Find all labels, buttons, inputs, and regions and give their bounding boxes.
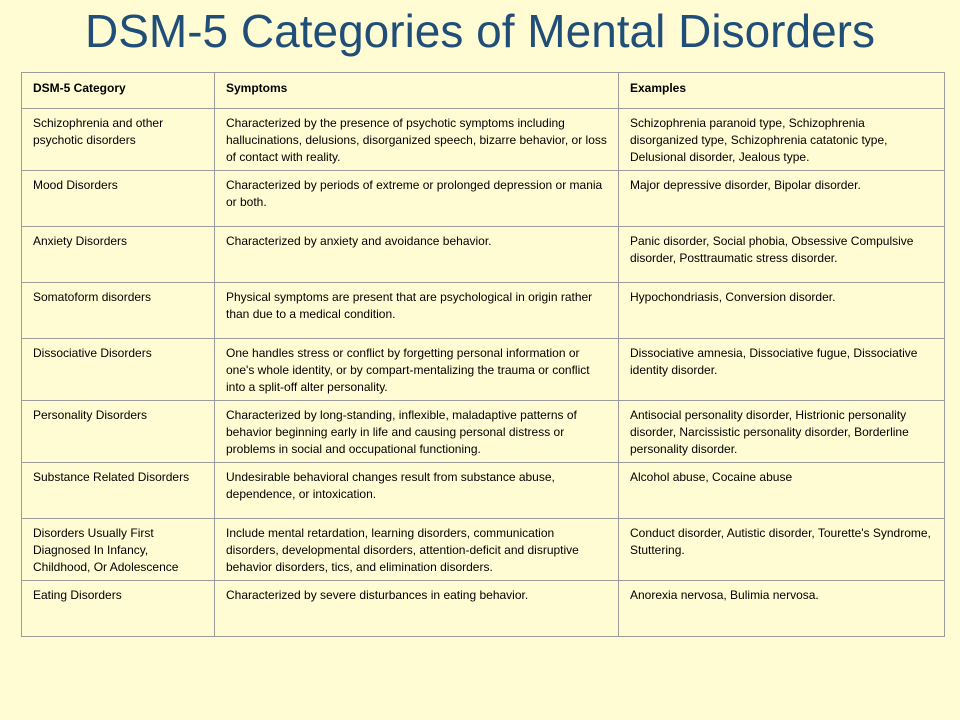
table-row [22,519,945,581]
column-header-category: DSM-5 Category [22,73,215,109]
symptoms-cell: Characterized by severe disturbances in eating behavior. [215,581,619,637]
dsm-categories-table [21,72,945,637]
table-row [22,283,945,339]
symptoms-cell: One handles stress or conflict by forgetting personal information or one's whole identity, or by compart-mentalizing the trauma or conflict into a split-off alter personality. [215,339,619,401]
examples-cell: Major depressive disorder, Bipolar disorder. [619,171,945,227]
category-cell: Somatoform disorders [22,283,215,339]
category-cell: Personality Disorders [22,401,215,463]
category-cell: Schizophrenia and other psychotic disorders [22,109,215,171]
examples-cell: Alcohol abuse, Cocaine abuse [619,463,945,519]
category-cell: Eating Disorders [22,581,215,637]
category-cell: Mood Disorders [22,171,215,227]
category-cell: Anxiety Disorders [22,227,215,283]
table-row [22,171,945,227]
symptoms-cell: Physical symptoms are present that are psychological in origin rather than due to a medical condition. [215,283,619,339]
symptoms-cell: Characterized by anxiety and avoidance behavior. [215,227,619,283]
column-header-examples: Examples [619,73,945,109]
table-row [22,109,945,171]
table-header-row [22,73,945,109]
category-cell: Dissociative Disorders [22,339,215,401]
examples-cell: Schizophrenia paranoid type, Schizophrenia disorganized type, Schizophrenia catatonic type, Delusional disorder, Jealous type. [619,109,945,171]
examples-cell: Anorexia nervosa, Bulimia nervosa. [619,581,945,637]
table-row [22,401,945,463]
column-header-symptoms: Symptoms [215,73,619,109]
symptoms-cell: Characterized by the presence of psychotic symptoms including hallucinations, delusions, disorganized speech, bizarre behavior, or loss of contact with reality. [215,109,619,171]
category-cell: Substance Related Disorders [22,463,215,519]
examples-cell: Panic disorder, Social phobia, Obsessive Compulsive disorder, Posttraumatic stress disorder. [619,227,945,283]
table-row [22,463,945,519]
page-title: DSM-5 Categories of Mental Disorders [85,5,875,57]
symptoms-cell: Characterized by periods of extreme or prolonged depression or mania or both. [215,171,619,227]
table-row [22,339,945,401]
examples-cell: Antisocial personality disorder, Histrionic personality disorder, Narcissistic personality disorder, Borderline personality disorder. [619,401,945,463]
examples-cell: Conduct disorder, Autistic disorder, Tourette's Syndrome, Stuttering. [619,519,945,581]
symptoms-cell: Include mental retardation, learning disorders, communication disorders, developmental disorders, attention-deficit and disruptive behavior disorders, tics, and elimination disorders. [215,519,619,581]
table-row [22,581,945,637]
examples-cell: Dissociative amnesia, Dissociative fugue, Dissociative identity disorder. [619,339,945,401]
category-cell: Disorders Usually First Diagnosed In Infancy, Childhood, Or Adolescence [22,519,215,581]
symptoms-cell: Characterized by long-standing, inflexible, maladaptive patterns of behavior beginning early in life and causing personal distress or problems in social and occupational functioning. [215,401,619,463]
table-row [22,227,945,283]
examples-cell: Hypochondriasis, Conversion disorder. [619,283,945,339]
symptoms-cell: Undesirable behavioral changes result from substance abuse, dependence, or intoxication. [215,463,619,519]
